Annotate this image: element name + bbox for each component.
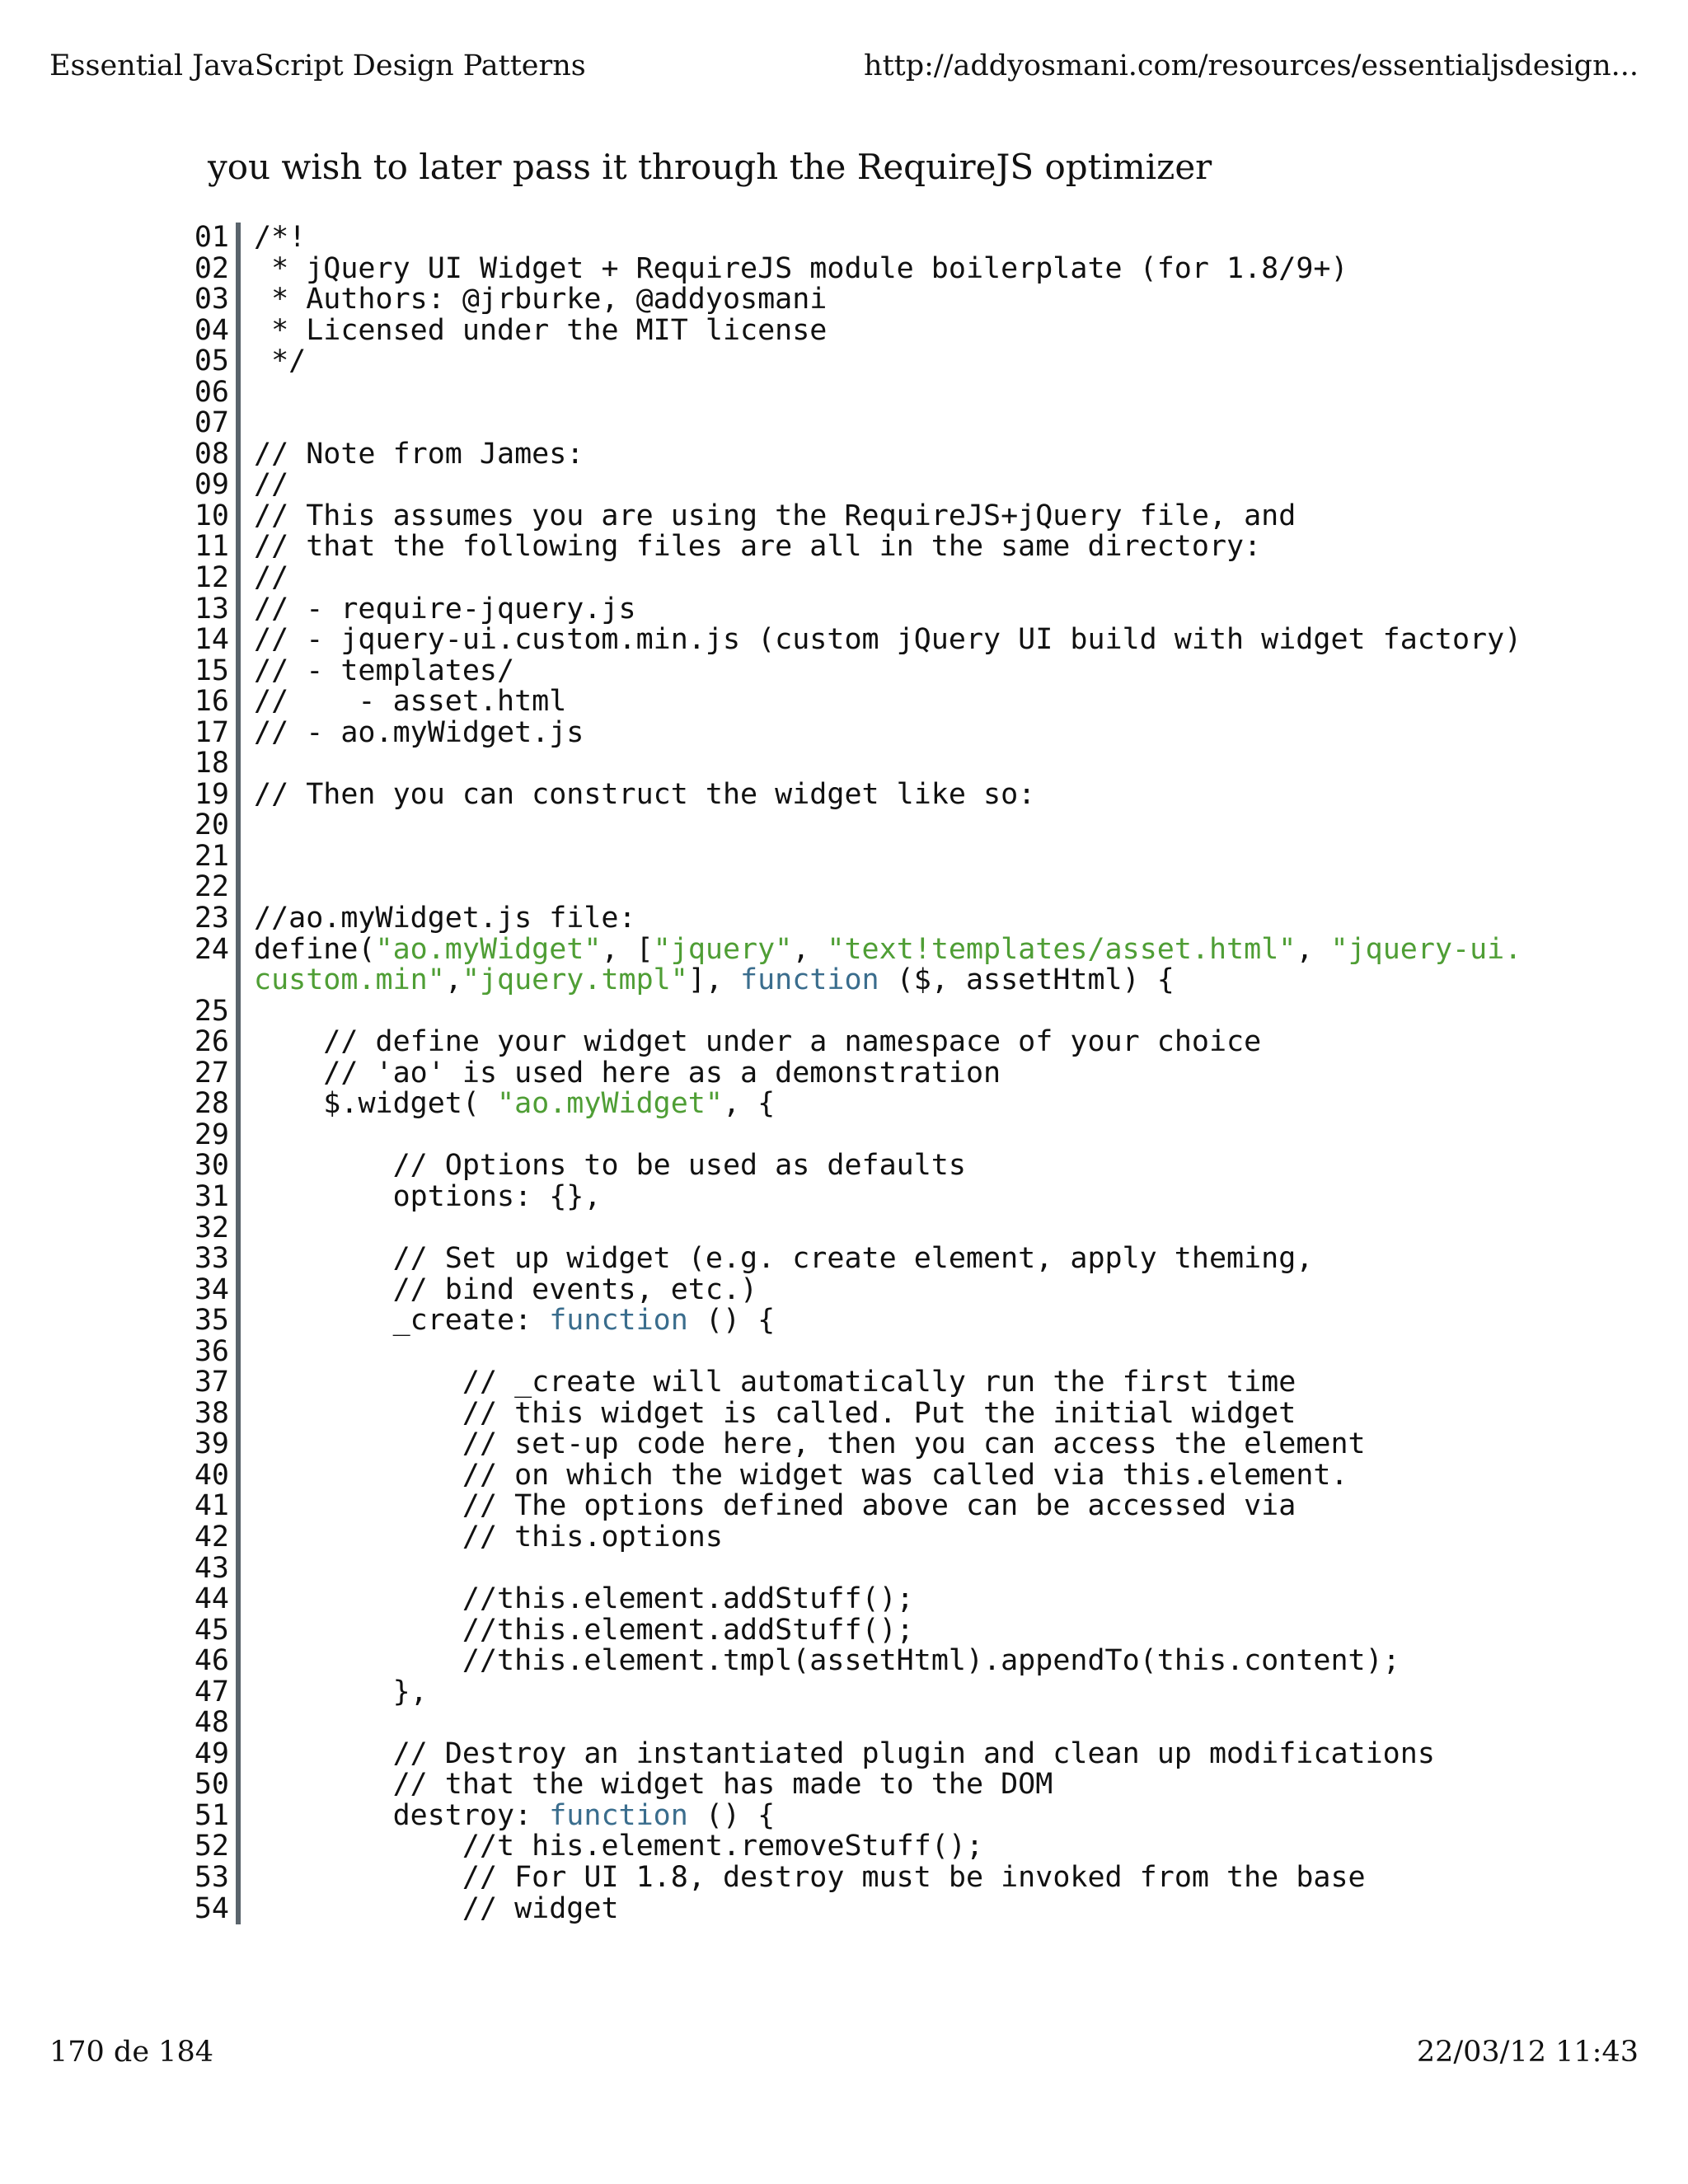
code-text bbox=[241, 1058, 1533, 1090]
code-text bbox=[241, 284, 1533, 316]
code-text bbox=[241, 563, 1533, 594]
code-line bbox=[173, 872, 1533, 903]
code-line bbox=[173, 1615, 1533, 1647]
code-line bbox=[173, 532, 1533, 563]
string-literal: "jquery.tmpl" bbox=[462, 963, 688, 997]
code-line bbox=[173, 1677, 1533, 1708]
code-text bbox=[241, 470, 1533, 501]
code-token: * jQuery UI Widget + RequireJS module boilerplate (for 1.8/9+) bbox=[254, 251, 1348, 285]
line-number: 19 bbox=[194, 777, 229, 811]
code-text bbox=[241, 932, 1533, 997]
line-number: 40 bbox=[194, 1458, 229, 1492]
code-text bbox=[241, 903, 1533, 935]
code-line bbox=[173, 996, 1533, 1028]
code-text bbox=[241, 1337, 1533, 1368]
code-text bbox=[241, 1646, 1533, 1677]
code-token: //this.element.addStuff(); bbox=[254, 1613, 914, 1647]
document-title: Essential JavaScript Design Patterns bbox=[49, 49, 586, 82]
code-token: //this.element.tmpl(assetHtml).appendTo(this.content); bbox=[254, 1644, 1400, 1678]
line-number: 49 bbox=[194, 1736, 229, 1770]
code-line bbox=[173, 841, 1533, 873]
code-token: // define your widget under a namespace of your choice bbox=[254, 1025, 1262, 1059]
code-token: // that the following files are all in the same directory: bbox=[254, 530, 1262, 564]
code-token: // This assumes you are using the RequireJS+jQuery file, and bbox=[254, 499, 1296, 532]
code-text bbox=[241, 625, 1533, 656]
code-line bbox=[173, 932, 1533, 997]
line-number: 11 bbox=[194, 530, 229, 564]
line-number: 44 bbox=[194, 1582, 229, 1616]
line-number: 17 bbox=[194, 715, 229, 749]
code-token: // bbox=[254, 468, 289, 502]
line-number: 12 bbox=[194, 561, 229, 595]
code-line bbox=[173, 810, 1533, 841]
line-number: 03 bbox=[194, 283, 229, 316]
code-line bbox=[173, 1860, 1533, 1894]
code-token: // bbox=[254, 561, 289, 595]
code-token: destroy: bbox=[254, 1798, 550, 1832]
code-token: // this.options bbox=[254, 1520, 723, 1554]
code-text bbox=[241, 1272, 1533, 1306]
line-number: 08 bbox=[194, 437, 229, 471]
code-token: // Options to be used as defaults bbox=[254, 1149, 966, 1183]
code-text bbox=[241, 439, 1533, 471]
code-line bbox=[173, 1798, 1533, 1832]
line-number: 20 bbox=[194, 808, 229, 842]
line-number: 54 bbox=[194, 1891, 229, 1925]
line-number: 52 bbox=[194, 1830, 229, 1863]
code-text bbox=[241, 841, 1533, 873]
code-text bbox=[241, 1554, 1533, 1585]
code-line bbox=[173, 1120, 1533, 1151]
code-token: //ao.myWidget.js file: bbox=[254, 902, 636, 935]
code-text bbox=[241, 1891, 1533, 1925]
page-indicator: 170 de 184 bbox=[49, 2036, 213, 2069]
line-number: 30 bbox=[194, 1149, 229, 1183]
code-line bbox=[173, 1027, 1533, 1058]
line-number: 23 bbox=[194, 902, 229, 935]
code-line bbox=[173, 251, 1533, 285]
line-number: 35 bbox=[194, 1304, 229, 1338]
code-line bbox=[173, 1831, 1533, 1863]
code-line bbox=[173, 346, 1533, 377]
code-line bbox=[173, 1522, 1533, 1554]
code-token: , [ bbox=[601, 932, 654, 966]
code-line bbox=[173, 1891, 1533, 1925]
keyword: function bbox=[740, 963, 879, 997]
code-text bbox=[241, 1677, 1533, 1708]
code-line bbox=[173, 1396, 1533, 1430]
code-line bbox=[173, 223, 1533, 254]
keyword: function bbox=[549, 1304, 688, 1338]
line-number: 43 bbox=[194, 1551, 229, 1585]
line-number: 13 bbox=[194, 592, 229, 626]
keyword: function bbox=[549, 1798, 688, 1832]
code-line bbox=[173, 1460, 1533, 1492]
code-text bbox=[241, 1522, 1533, 1554]
code-token: // - ao.myWidget.js bbox=[254, 715, 584, 749]
code-line bbox=[173, 313, 1533, 347]
code-text bbox=[241, 1027, 1533, 1058]
code-text bbox=[241, 1367, 1533, 1399]
code-text bbox=[241, 1860, 1533, 1894]
line-number: 46 bbox=[194, 1644, 229, 1678]
intro-text: you wish to later pass it through the RequireJS optimizer bbox=[208, 147, 1212, 187]
code-token: () { bbox=[687, 1798, 776, 1832]
code-line bbox=[173, 1646, 1533, 1677]
code-token: // Destroy an instantiated plugin and clean up modifications bbox=[254, 1736, 1435, 1770]
line-number: 32 bbox=[194, 1211, 229, 1244]
code-text bbox=[241, 1120, 1533, 1151]
code-text bbox=[241, 748, 1533, 780]
code-text bbox=[241, 810, 1533, 841]
code-line bbox=[173, 1089, 1533, 1120]
code-text bbox=[241, 656, 1533, 687]
line-number: 47 bbox=[194, 1675, 229, 1708]
code-token: options: {}, bbox=[254, 1179, 602, 1213]
code-text bbox=[241, 1213, 1533, 1244]
code-line bbox=[173, 1305, 1533, 1337]
code-line bbox=[173, 1244, 1533, 1275]
page-url: http://addyosmani.com/resources/essentialjsdesign... bbox=[864, 49, 1639, 82]
code-text bbox=[241, 1429, 1533, 1460]
string-literal: "jquery" bbox=[653, 932, 793, 966]
code-line bbox=[173, 656, 1533, 687]
code-token: // set-up code here, then you can access the element bbox=[254, 1427, 1366, 1461]
code-token: }, bbox=[254, 1675, 428, 1708]
line-number: 36 bbox=[194, 1334, 229, 1368]
code-line bbox=[173, 594, 1533, 626]
line-number: 33 bbox=[194, 1242, 229, 1276]
code-text bbox=[241, 1736, 1533, 1770]
line-number: 06 bbox=[194, 375, 229, 409]
code-token: _create: bbox=[254, 1304, 550, 1338]
line-number: 01 bbox=[194, 221, 229, 254]
code-text bbox=[241, 1396, 1533, 1430]
line-number: 29 bbox=[194, 1118, 229, 1151]
code-token: //t his.element.removeStuff(); bbox=[254, 1830, 984, 1863]
line-number: 51 bbox=[194, 1798, 229, 1832]
code-text bbox=[241, 687, 1533, 718]
line-number: 25 bbox=[194, 994, 229, 1028]
code-line bbox=[173, 439, 1533, 471]
code-line bbox=[173, 284, 1533, 316]
code-token: // _create will automatically run the first time bbox=[254, 1366, 1296, 1399]
line-number: 09 bbox=[194, 468, 229, 502]
code-token: () { bbox=[687, 1304, 776, 1338]
line-number: 48 bbox=[194, 1706, 229, 1740]
code-token: * Authors: @jrburke, @addyosmani bbox=[254, 283, 828, 316]
string-literal: "ao.myWidget" bbox=[375, 932, 602, 966]
code-token: /*! bbox=[254, 221, 307, 254]
line-number: 14 bbox=[194, 623, 229, 657]
string-literal: "ao.myWidget" bbox=[497, 1087, 723, 1121]
line-number: 16 bbox=[194, 685, 229, 719]
code-text bbox=[241, 532, 1533, 563]
code-token: // The options defined above can be accessed via bbox=[254, 1489, 1296, 1523]
code-text bbox=[241, 996, 1533, 1028]
code-text bbox=[241, 377, 1533, 409]
code-line bbox=[173, 903, 1533, 935]
code-token: // that the widget has made to the DOM bbox=[254, 1768, 1053, 1802]
code-line bbox=[173, 377, 1533, 409]
code-token: * Licensed under the MIT license bbox=[254, 313, 828, 347]
string-literal: "jquery-ui.custom.min" bbox=[254, 932, 1522, 997]
code-token: // Set up widget (e.g. create element, apply theming, bbox=[254, 1242, 1314, 1276]
line-number: 24 bbox=[194, 932, 229, 966]
line-number: 45 bbox=[194, 1613, 229, 1647]
line-number: 15 bbox=[194, 654, 229, 687]
code-line bbox=[173, 1429, 1533, 1460]
code-token: // Note from James: bbox=[254, 437, 584, 471]
line-number: 10 bbox=[194, 499, 229, 532]
line-number: 53 bbox=[194, 1860, 229, 1894]
code-text bbox=[241, 1179, 1533, 1213]
print-datetime: 22/03/12 11:43 bbox=[1416, 2036, 1639, 2069]
code-token: // widget bbox=[254, 1891, 619, 1925]
line-number: 41 bbox=[194, 1489, 229, 1523]
code-token: // - require-jquery.js bbox=[254, 592, 636, 626]
line-number: 21 bbox=[194, 839, 229, 873]
line-number: 18 bbox=[194, 747, 229, 780]
line-number: 04 bbox=[194, 313, 229, 347]
code-text bbox=[241, 501, 1533, 532]
line-number: 27 bbox=[194, 1056, 229, 1090]
code-token: //this.element.addStuff(); bbox=[254, 1582, 914, 1616]
code-token: // Then you can construct the widget like so: bbox=[254, 777, 1036, 811]
line-number: 22 bbox=[194, 870, 229, 904]
code-token: ($, assetHtml) { bbox=[879, 963, 1175, 997]
code-token: $.widget( bbox=[254, 1087, 498, 1121]
code-line bbox=[173, 715, 1533, 749]
code-text bbox=[241, 1305, 1533, 1337]
code-text bbox=[241, 1584, 1533, 1615]
code-text bbox=[241, 408, 1533, 439]
code-line bbox=[173, 1584, 1533, 1615]
line-number: 39 bbox=[194, 1427, 229, 1461]
line-number: 28 bbox=[194, 1087, 229, 1121]
line-number: 37 bbox=[194, 1366, 229, 1399]
line-number: 42 bbox=[194, 1520, 229, 1554]
code-line bbox=[173, 1179, 1533, 1213]
code-text bbox=[241, 346, 1533, 377]
code-line bbox=[173, 1213, 1533, 1244]
line-number: 31 bbox=[194, 1179, 229, 1213]
code-line bbox=[173, 470, 1533, 501]
code-token: // bind events, etc.) bbox=[254, 1272, 758, 1306]
code-line bbox=[173, 408, 1533, 439]
code-block bbox=[173, 223, 1533, 1924]
code-token: // this widget is called. Put the initial widget bbox=[254, 1396, 1296, 1430]
line-number: 07 bbox=[194, 406, 229, 440]
code-text bbox=[241, 872, 1533, 903]
code-text bbox=[241, 313, 1533, 347]
code-token: , { bbox=[722, 1087, 776, 1121]
code-token: */ bbox=[254, 344, 307, 378]
code-text bbox=[241, 1708, 1533, 1739]
code-line bbox=[173, 1334, 1533, 1368]
code-line bbox=[173, 625, 1533, 656]
code-text bbox=[241, 1151, 1533, 1182]
code-text bbox=[241, 1615, 1533, 1647]
code-text bbox=[241, 777, 1533, 811]
code-token: , bbox=[1296, 932, 1331, 966]
code-line bbox=[173, 1367, 1533, 1399]
code-line bbox=[173, 1272, 1533, 1306]
code-text bbox=[241, 1460, 1533, 1492]
code-text bbox=[241, 1491, 1533, 1522]
code-line bbox=[173, 1551, 1533, 1585]
code-token: , bbox=[792, 932, 828, 966]
code-line bbox=[173, 777, 1533, 811]
code-token: ], bbox=[687, 963, 741, 997]
code-text bbox=[241, 223, 1533, 254]
line-number: 05 bbox=[194, 344, 229, 378]
code-line bbox=[173, 1491, 1533, 1522]
code-line bbox=[173, 1736, 1533, 1770]
line-number: 50 bbox=[194, 1768, 229, 1802]
code-text bbox=[241, 594, 1533, 626]
code-line bbox=[173, 748, 1533, 780]
line-number: 02 bbox=[194, 251, 229, 285]
code-token: // - asset.html bbox=[254, 685, 567, 719]
code-token: // For UI 1.8, destroy must be invoked from the base bbox=[254, 1860, 1366, 1894]
code-line bbox=[173, 1769, 1533, 1801]
code-text bbox=[241, 251, 1533, 285]
code-token: // - templates/ bbox=[254, 654, 515, 687]
line-number: 26 bbox=[194, 1025, 229, 1059]
code-token: // - jquery-ui.custom.min.js (custom jQuery UI build with widget factory) bbox=[254, 623, 1522, 657]
code-token: // 'ao' is used here as a demonstration bbox=[254, 1056, 1001, 1090]
code-token: define( bbox=[254, 932, 376, 966]
line-number: 34 bbox=[194, 1272, 229, 1306]
code-line bbox=[173, 687, 1533, 718]
code-line bbox=[173, 563, 1533, 594]
code-token: , bbox=[444, 963, 462, 997]
code-line bbox=[173, 1708, 1533, 1739]
code-text bbox=[241, 1831, 1533, 1863]
code-token: // on which the widget was called via this.element. bbox=[254, 1458, 1348, 1492]
line-number: 38 bbox=[194, 1396, 229, 1430]
code-line bbox=[173, 501, 1533, 532]
code-text bbox=[241, 1089, 1533, 1120]
string-literal: "text!templates/asset.html" bbox=[827, 932, 1296, 966]
code-line bbox=[173, 1058, 1533, 1090]
code-text bbox=[241, 715, 1533, 749]
code-text bbox=[241, 1244, 1533, 1275]
code-line bbox=[173, 1151, 1533, 1182]
code-text bbox=[241, 1769, 1533, 1801]
code-text bbox=[241, 1798, 1533, 1832]
